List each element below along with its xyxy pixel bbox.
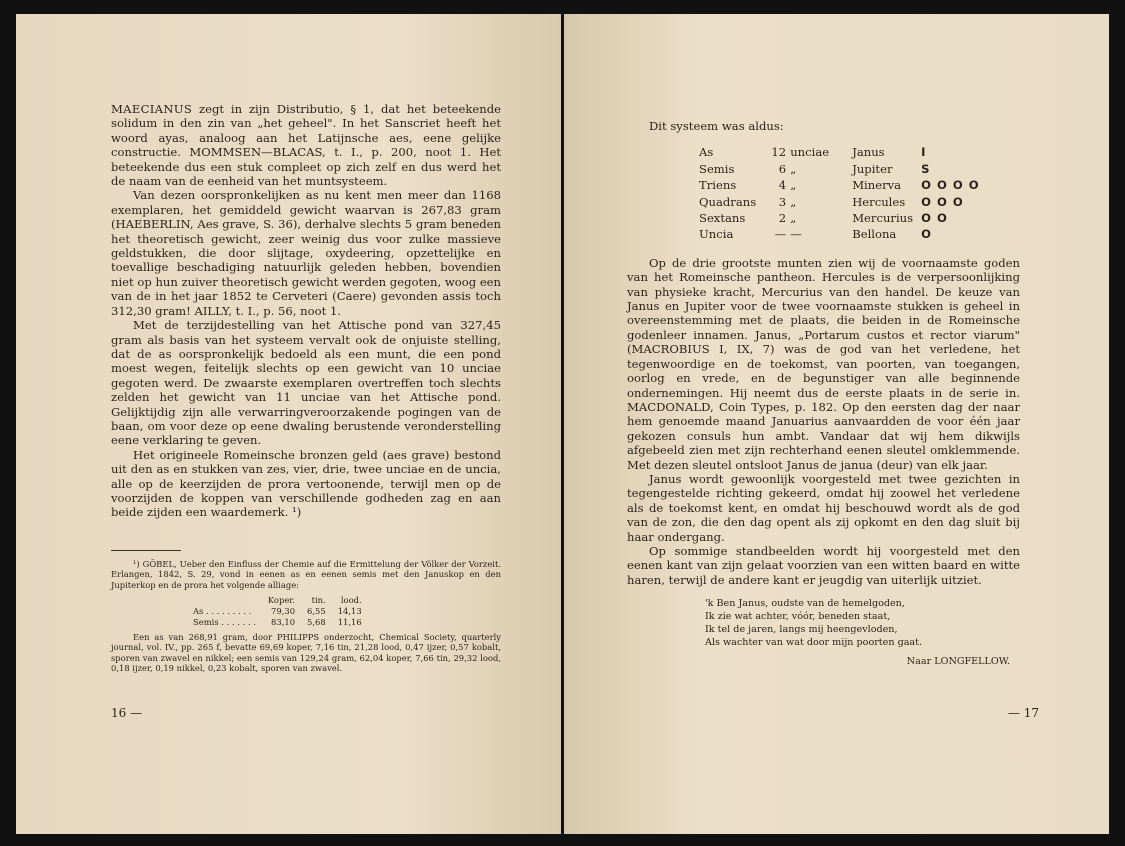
poem-line: Ik tel de jaren, langs mij heengevloden, [705, 624, 898, 636]
alloy-table [193, 595, 374, 628]
poem-attribution: Naar LONGFELLOW. [906, 656, 1010, 668]
value-mark: O O O [921, 194, 964, 209]
poem-line: Als wachter van wat door mijn poorten gaat. [705, 637, 923, 649]
coin-god: Hercules [852, 194, 906, 209]
coin-god: Minerva [852, 178, 902, 193]
coin-god: Jupiter [852, 161, 893, 176]
coin-name: Uncia [699, 227, 734, 242]
coin-row [699, 178, 988, 194]
poem-line: Ik zie wat achter, vóór, beneden staat, [705, 611, 891, 623]
coin-row [699, 145, 988, 161]
system-intro: Dit systeem was aldus: [649, 119, 784, 133]
alloy-label: As . . . . . . . . . [193, 605, 252, 616]
coin-god: Mercurius [852, 211, 914, 226]
coin-unit: „ [790, 161, 797, 176]
right-page [564, 14, 1109, 834]
coin-unit: „ [790, 178, 797, 193]
alloy-tin: 5,68 [307, 616, 326, 627]
coin-row [699, 195, 988, 211]
coin-unit: „ [790, 194, 797, 209]
coin-name: Quadrans [699, 194, 757, 209]
alloy-header-row [193, 595, 374, 606]
poem [705, 597, 1020, 649]
alloy-header: tin. [311, 594, 326, 605]
coin-name: As [699, 145, 714, 160]
alloy-header: lood. [340, 594, 362, 605]
footnote-rest: Een as van 268,91 gram, door PHILIPPS onderzocht, Chemical Society, quarterly journal, vol. IV., pp. 265 f, bevatte 69,69 koper, 7,16 tin, 21,28 lood, 0,47 ijzer, 0,57 kobalt, sporen van zwavel en nikkel; een semis van 129,24 gram, 62,04 koper, 7,66 tin, 29,32 lood, 0,18 ijzer, 0,19 nikkel, 0,23 kobalt, sporen van zwavel. [111, 631, 501, 674]
right-text-column [627, 119, 1020, 670]
left-text-column [111, 102, 501, 674]
alloy-koper: 79,30 [271, 605, 296, 616]
alloy-header: Koper. [267, 594, 296, 605]
alloy-row [193, 606, 374, 617]
left-paragraph-1: MAECIANUS zegt in zijn Distributio, § 1, dat het beteekende solidum in den zin van „het geheel". In het Sanscriet heeft het woord ayas, analoog aan het Latijnsche aes, eene gelijke constructie. MOMMSEN—BLACAS, t. I., p. 200, noot 1. Het beteekende dus een stuk compleet op zich zelf en dus werd het de naam van de eenheid van het muntsysteem. [111, 102, 501, 189]
alloy-row [193, 617, 374, 628]
coin-god: Janus [852, 145, 885, 160]
coin-row [699, 162, 988, 178]
alloy-lood: 14,13 [337, 605, 362, 616]
alloy-tin: 6,55 [307, 605, 326, 616]
right-paragraph-1: Op de drie grootste munten zien wij de voornaamste goden van het Romeinsche pantheon. Hercules is de verpersoonlijking van physieke kracht, Mercurius van den handel. De keuze van Janus en Jupiter voor de twee voornaamste stukken is geheel in overeenstemming met de plaats, die beiden in de Romeinsche godenleer innamen. Janus, „Portarum custos et rector viarum" (MACROBIUS I, IX, 7) was de god van het verledene, het tegenwoordige en de toekomst, van poorten, van toegangen, oorlog en vrede, en de begunstiger van alle beginnende ondernemingen. Hij neemt dus de eerste plaats in de serie in. MACDONALD, Coin Types, p. 182. Op den eersten dag der naar hem genoemde maand Januarius aanvaardden de voor één jaar gekozen consuls hun ambt. Vandaar dat wij hem dikwijls afgebeeld zien met zijn rechterhand eenen sleutel omklemmende. Met dezen sleutel ontsloot Janus de janua (deur) van elk jaar. [627, 255, 1020, 472]
value-mark: S [921, 161, 931, 176]
right-paragraph-2: Janus wordt gewoonlijk voorgesteld met twee gezichten in tegengestelde richting gekeerd, omdat hij zoowel het verledene als de toekomst kent, en omdat hij beschouwd wordt als de god van de zon, die den dag opent als zij opkomt en den dag sluit bij haar ondergang. [627, 471, 1020, 544]
alloy-lood: 11,16 [337, 616, 362, 627]
coin-unciae: 12 [771, 145, 787, 160]
coin-row [699, 211, 988, 227]
coin-unit: unciae [790, 145, 830, 160]
coin-name: Triens [699, 178, 737, 193]
first-word: MAECIANUS [111, 102, 193, 116]
coin-row [699, 227, 988, 243]
coin-unit: — [790, 227, 802, 242]
left-paragraph-2: Van dezen oorspronkelijken as nu kent men meer dan 1168 exemplaren, het gemiddeld gewicht waarvan is 267,83 gram (HAEBERLIN, Aes grave, S. 36), derhalve slechts 5 gram beneden het theoretisch gewicht, zeer weinig dus voor zulke massieve geldstukken, die door slijtage, oxydeering, opzettelijke en toevallige beschadiging natuurlijk geleden hebben, bovendien niet op hun zuiver theoretisch gewicht werden gegoten, woog een van de in het jaar 1852 te Cerveteri (Caere) gevonden assis toch 312,30 gram! AILLY, t. I., p. 56, noot 1. [111, 188, 502, 318]
alloy-label: Semis . . . . . . . [193, 616, 256, 627]
footnote-rule [111, 550, 181, 551]
left-paragraph-4: Het origineele Romeinsche bronzen geld (aes grave) bestond uit den as en stukken van zes, vier, drie, twee unciae en de uncia, alle op de keerzijden de prora vertoonende, terwijl men op de voorzijden de koppen van verschillende godheden zag en aan beide zijden een waardemerk. ¹) [111, 447, 501, 520]
page-number-right: — 17 [1007, 706, 1039, 720]
coin-unciae: 6 [778, 161, 787, 176]
coin-unciae: — [774, 227, 787, 242]
value-mark: O O O O [921, 178, 980, 193]
poem-line: 'k Ben Janus, oudste van de hemelgoden, [705, 598, 905, 610]
page-number-left: 16 — [111, 706, 143, 720]
value-mark: I [921, 145, 927, 160]
coin-unciae: 2 [778, 211, 787, 226]
right-paragraph-3: Op sommige standbeelden wordt hij voorgesteld met den eenen kant van zijn gelaat voorzien van een witten baard en witte haren, terwijl de andere kant er jeugdig van uiterlijk uitziet. [627, 543, 1020, 587]
coin-unciae: 3 [778, 194, 787, 209]
coin-unit: „ [790, 211, 797, 226]
alloy-koper: 83,10 [271, 616, 296, 627]
footnote-intro: ¹) GÖBEL, Ueber den Einfluss der Chemie auf die Ermittelung der Völker der Vorzeit. Erlangen, 1842, S. 29, vond in eenen as en eenen semis met den Januskop en den Jupiterkop en de prora het volgende alliage: [111, 558, 501, 590]
coin-name: Semis [699, 161, 735, 176]
coin-unciae: 4 [778, 178, 787, 193]
coin-god: Bellona [852, 227, 897, 242]
coin-name: Sextans [699, 211, 746, 226]
left-page [16, 14, 561, 834]
coin-system-table [699, 145, 988, 243]
value-mark: O [921, 227, 932, 242]
left-paragraph-3: Met de terzijdestelling van het Attische pond van 327,45 gram als basis van het systeem vervalt ook de onjuiste stelling, dat de as oorspronkelijk bedoeld als een munt, die een pond moest wegen, feitelijk slechts op een gewicht van 10 unciae gegoten werd. De zwaarste exemplaren overtreffen toch slechts zelden het gewicht van 11 unciae van het Attische pond. Gelijktijdig zijn alle verwarringveroorzakende pogingen van de baan, om voor deze op eene dwaling berustende veronderstelling eene verklaring te geven. [111, 318, 501, 448]
value-mark: O O [921, 211, 948, 226]
